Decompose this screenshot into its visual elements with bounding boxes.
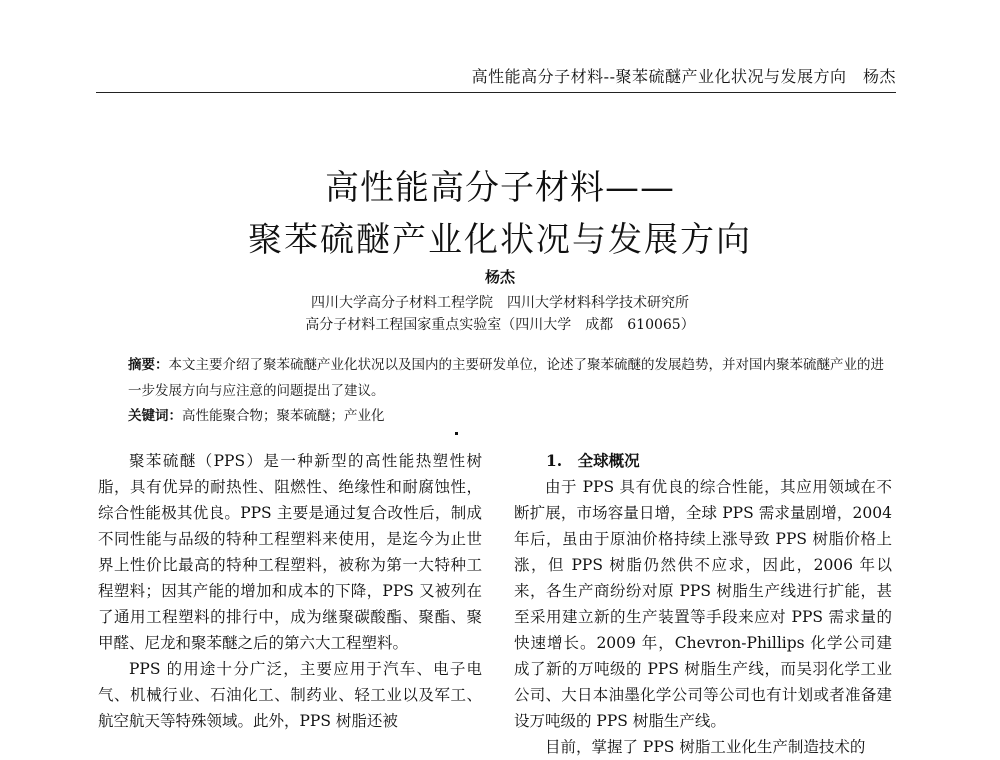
body-paragraph: PPS 的用途十分广泛，主要应用于汽车、电子电气、机械行业、石油化工、制药业、轻工业以及军工、航空航天等特殊领域。此外，PPS 树脂还被 [98,660,482,730]
stray-mark [455,432,458,435]
keywords [128,404,888,424]
paper-title-line-1: 高性能高分子材料—— [325,168,675,208]
keywords-label: 关键词： [128,408,182,424]
body-paragraph: 由于 PPS 具有优良的综合性能，其应用领域在不断扩展，市场容量日增，全球 PPS 需求量剧增，2004 年后，虽由于原油价格持续上涨导致 PPS 树脂价格上涨，但 PPS 树脂仍然供不应求，因此，2006 年以来，各生产商纷纷对原 PPS 树脂生产线进行扩能，甚至采用建立新的生产装置等手段来应对 PPS 需求量的快速增长。2009 年，Chevron-Phillips 化学公司建成了新的万吨级的 PPS 树脂生产线，而吴羽化学工业公司、大日本油墨化学公司等公司也有计划或者准备建设万吨级的 PPS 树脂生产线。 [514,478,892,730]
abstract [128,352,888,404]
paper-title-line-2: 聚苯硫醚产业化状况与发展方向 [248,220,752,260]
right-column [514,448,892,760]
abstract-text: 本文主要介绍了聚苯硫醚产业化状况以及国内的主要研发单位，论述了聚苯硫醚的发展趋势，并对国内聚苯硫醚产业的进一步发展方向与应注意的问题提出了建议。 [128,357,884,399]
abstract-label: 摘要： [128,357,169,373]
affiliation-2: 高分子材料工程国家重点实验室（四川大学 成都 610065） [305,317,695,333]
left-column [98,448,482,760]
affiliation-1: 四川大学高分子材料工程学院 四川大学材料科学技术研究所 [311,295,689,311]
keywords-text: 高性能聚合物；聚苯硫醚；产业化 [182,408,385,424]
running-head: 高性能高分子材料--聚苯硫醚产业化状况与发展方向 杨杰 [471,67,896,86]
body-paragraph: 目前，掌握了 PPS 树脂工业化生产制造技术的 [545,738,866,756]
author: 杨杰 [484,268,515,286]
section-heading: 1. 全球概况 [546,451,640,470]
body-paragraph: 聚苯硫醚（PPS）是一种新型的高性能热塑性树脂，具有优异的耐热性、阻燃性、绝缘性和耐腐蚀性，综合性能极其优良。PPS 主要是通过复合改性后，制成不同性能与品级的特种工程塑料来使用，是迄今为止世界上性价比最高的特种工程塑料，被称为第一大特种工程塑料；因其产能的增加和成本的下降，PPS 又被列在了通用工程塑料的排行中，成为继聚碳酸酯、聚酯、聚甲醛、尼龙和聚苯醚之后的第六大工程塑料。 [98,452,482,652]
header-rule [96,92,896,93]
